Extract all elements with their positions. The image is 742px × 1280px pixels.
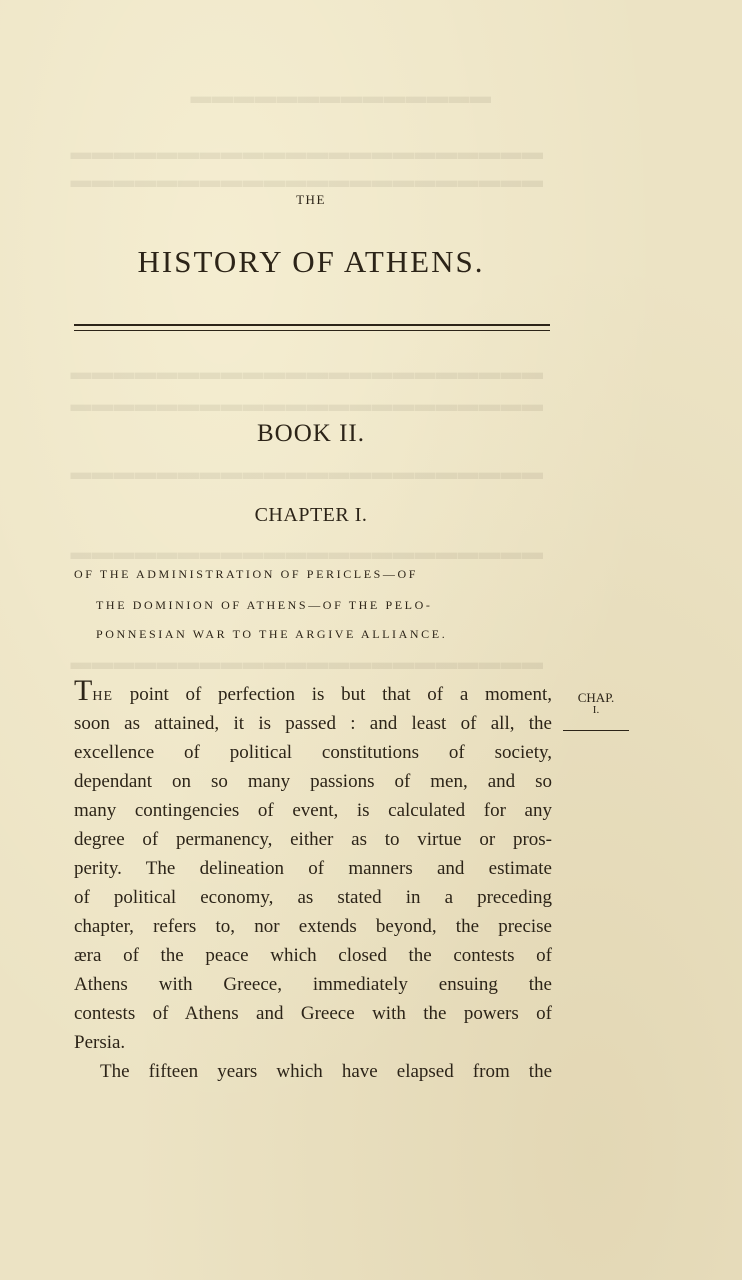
margin-chap-label: CHAP. [577, 690, 615, 705]
body-line: soon as attained, it is passed : and least of all, the [74, 713, 552, 734]
show-through-bleed: ▬▬▬▬▬▬▬▬▬▬▬▬▬▬▬▬▬▬▬▬▬▬ [70, 360, 543, 384]
paragraph-first-line [74, 674, 552, 707]
title-prefix: THE [296, 192, 326, 207]
body-line: contests of Athens and Greece with the powers of [74, 1003, 552, 1024]
chapter-summary-line: THE DOMINION OF ATHENS—OF THE PELO- [96, 598, 433, 612]
body-line: Persia. [74, 1032, 126, 1053]
opening-smallcaps: HE [92, 689, 113, 704]
body-line: perity. The delineation of manners and estimate [74, 858, 552, 879]
body-line: Athens with Greece, immediately ensuing the [74, 974, 552, 995]
chapter-summary-line: PONNESIAN WAR TO THE ARGIVE ALLIANCE. [96, 627, 448, 641]
body-line: degree of permanency, either as to virtue or pros- [74, 829, 552, 850]
body-line: chapter, refers to, nor extends beyond, the precise [74, 916, 552, 937]
title-double-rule [74, 324, 550, 331]
body-line: æra of the peace which closed the contests of [74, 945, 552, 966]
body-line: many contingencies of event, is calculated for any [74, 800, 552, 821]
show-through-bleed: ▬▬▬▬▬▬▬▬▬▬▬▬▬▬ [190, 84, 491, 108]
show-through-bleed: ▬▬▬▬▬▬▬▬▬▬▬▬▬▬▬▬▬▬▬▬▬▬ [70, 168, 543, 192]
chapter-summary-line: OF THE ADMINISTRATION OF PERICLES—OF [74, 567, 419, 581]
drop-cap: T [74, 674, 93, 707]
show-through-bleed: ▬▬▬▬▬▬▬▬▬▬▬▬▬▬▬▬▬▬▬▬▬▬ [70, 540, 543, 564]
margin-chap-number: I. [592, 704, 600, 716]
body-line: dependant on so many passions of men, and so [74, 771, 552, 792]
show-through-bleed: ▬▬▬▬▬▬▬▬▬▬▬▬▬▬▬▬▬▬▬▬▬▬ [70, 460, 543, 484]
show-through-bleed: ▬▬▬▬▬▬▬▬▬▬▬▬▬▬▬▬▬▬▬▬▬▬ [70, 392, 543, 416]
show-through-bleed: ▬▬▬▬▬▬▬▬▬▬▬▬▬▬▬▬▬▬▬▬▬▬ [70, 140, 543, 164]
margin-rule [563, 730, 629, 731]
page-title: HISTORY OF ATHENS. [137, 244, 485, 279]
body-line: of political economy, as stated in a preceding [74, 887, 552, 908]
body-line: excellence of political constitutions of society, [74, 742, 552, 763]
chapter-heading: CHAPTER I. [254, 504, 368, 526]
first-line-text: point of perfection is but that of a moment, [113, 684, 552, 705]
body-line: The fifteen years which have elapsed from the [100, 1061, 552, 1082]
show-through-bleed: ▬▬▬▬▬▬▬▬▬▬▬▬▬▬▬▬▬▬▬▬▬▬ [70, 650, 543, 674]
book-heading: BOOK II. [257, 420, 365, 447]
